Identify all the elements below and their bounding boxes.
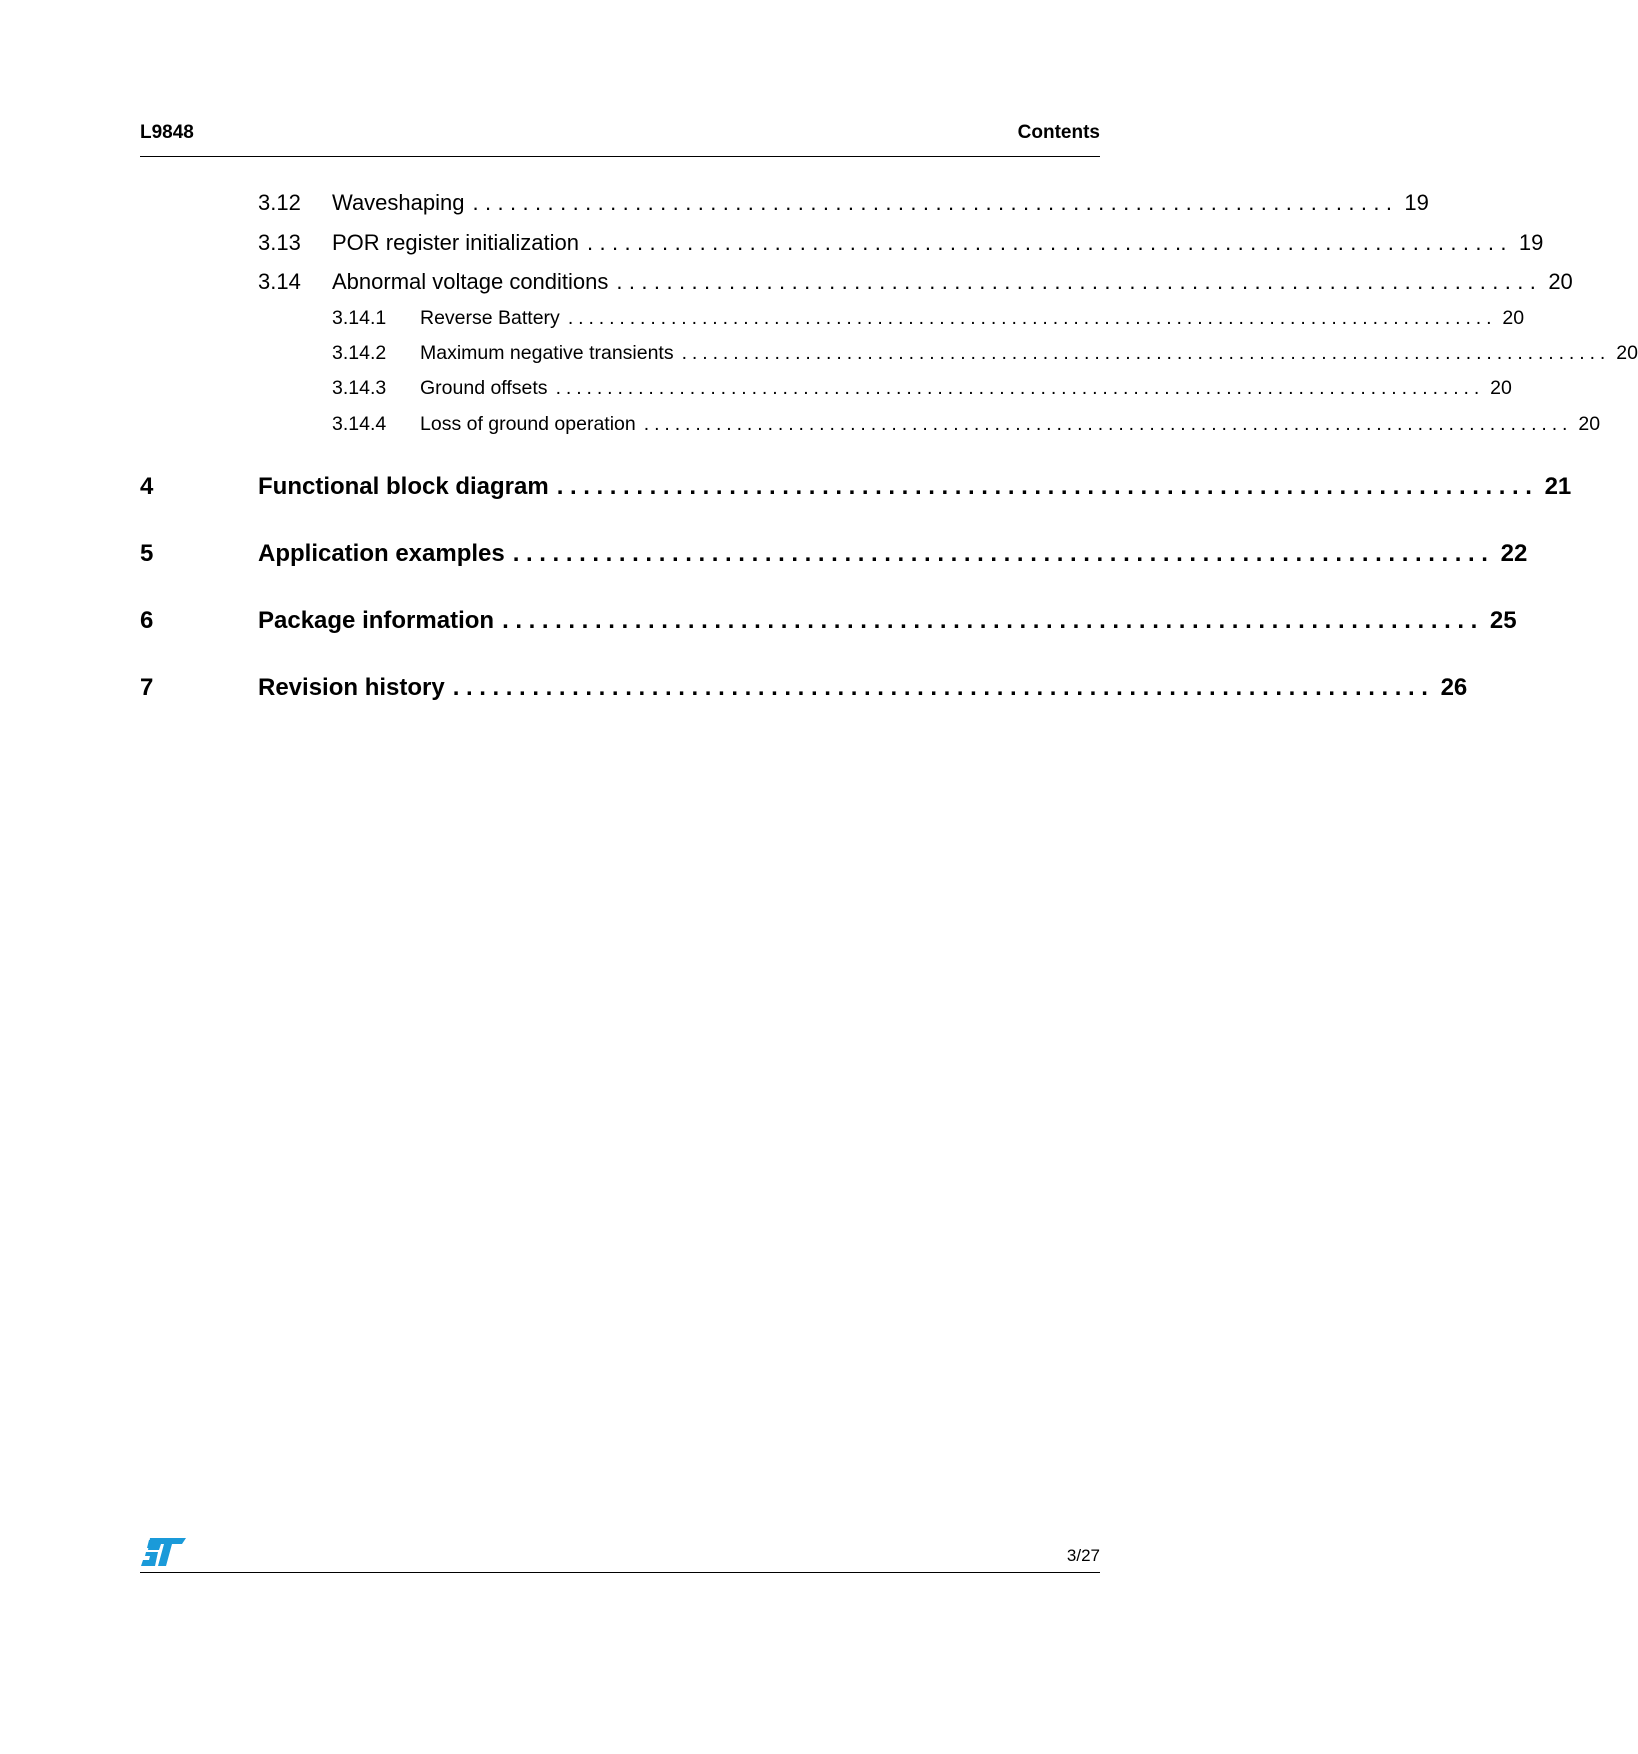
dot-leader: ..........................................................................	[616, 269, 1543, 294]
toc-entry-page: 20	[1490, 377, 1512, 399]
toc-chapter-7[interactable]	[140, 674, 1468, 702]
toc-entry-title: Ground offsets	[420, 377, 548, 399]
st-logo-icon	[140, 1536, 188, 1568]
toc-entry-3-12[interactable]	[258, 190, 1429, 216]
toc-chapter-page: 22	[1500, 540, 1528, 567]
dot-leader: ..........................................................................................	[567, 307, 1497, 329]
toc-chapter-title: Revision history	[258, 674, 445, 701]
toc-entry-number: 3.14	[258, 269, 301, 294]
toc-entry-title: Waveshaping	[332, 190, 465, 215]
toc-entry-3-14[interactable]	[258, 269, 1573, 295]
toc-entry-title: Reverse Battery	[420, 307, 560, 329]
toc-entry-page: 20	[1502, 307, 1525, 329]
toc-chapter-page: 26	[1440, 674, 1468, 701]
dot-leader: ..........................................................................	[512, 540, 1495, 567]
toc-chapter-number: 5	[140, 540, 154, 567]
toc-entry-page: 19	[1518, 230, 1544, 255]
toc-chapter-title: Application examples	[258, 540, 505, 567]
document-id: L9848	[140, 122, 194, 143]
toc-entry-number: 3.14.3	[332, 377, 387, 399]
toc-chapter-number: 6	[140, 607, 154, 634]
dot-leader: ..........................................................................	[586, 230, 1513, 255]
toc-entry-title: Abnormal voltage conditions	[332, 269, 609, 294]
toc-entry-number: 3.14.2	[332, 342, 387, 364]
toc-entry-3-14-3[interactable]	[332, 377, 1512, 400]
dot-leader: ..........................................................................................	[643, 413, 1573, 435]
page-footer	[140, 1532, 1100, 1573]
toc-chapter-title: Functional block diagram	[258, 473, 549, 500]
toc-chapter-title: Package information	[258, 607, 495, 634]
toc-chapter-page: 21	[1544, 473, 1572, 500]
toc-chapter-4[interactable]	[140, 473, 1572, 501]
dot-leader: ..........................................................................................	[555, 377, 1485, 399]
page-number: 3/27	[1066, 1546, 1100, 1565]
toc-entry-3-14-1[interactable]	[332, 307, 1525, 330]
toc-chapter-page: 25	[1489, 607, 1517, 634]
dot-leader: ..........................................................................	[472, 190, 1399, 215]
toc-entry-page: 20	[1616, 342, 1638, 364]
toc-chapter-number: 4	[140, 473, 154, 500]
toc-entry-title: Loss of ground operation	[420, 413, 636, 435]
toc-entry-3-14-4[interactable]	[332, 413, 1601, 436]
toc-entry-number: 3.14.1	[332, 307, 387, 329]
toc-chapter-5[interactable]	[140, 540, 1528, 568]
toc-entry-3-14-2[interactable]	[332, 342, 1638, 365]
page-header	[140, 118, 1100, 157]
dot-leader: ..........................................................................	[556, 473, 1539, 500]
toc-chapter-number: 7	[140, 674, 154, 701]
toc-entry-title: POR register initialization	[332, 230, 579, 255]
toc-entry-number: 3.12	[258, 190, 301, 215]
toc-entry-3-13[interactable]	[258, 230, 1544, 256]
dot-leader: ..........................................................................	[502, 607, 1484, 634]
toc-entry-page: 20	[1578, 413, 1601, 435]
dot-leader: ..........................................................................................	[681, 342, 1611, 364]
dot-leader: ..........................................................................	[452, 674, 1435, 701]
toc-entry-page: 20	[1548, 269, 1573, 294]
toc-entry-number: 3.13	[258, 230, 301, 255]
section-title: Contents	[1017, 122, 1100, 143]
toc-entry-title: Maximum negative transients	[420, 342, 674, 364]
toc-entry-number: 3.14.4	[332, 413, 387, 435]
toc-entry-page: 19	[1404, 190, 1429, 215]
toc-chapter-6[interactable]	[140, 607, 1517, 635]
